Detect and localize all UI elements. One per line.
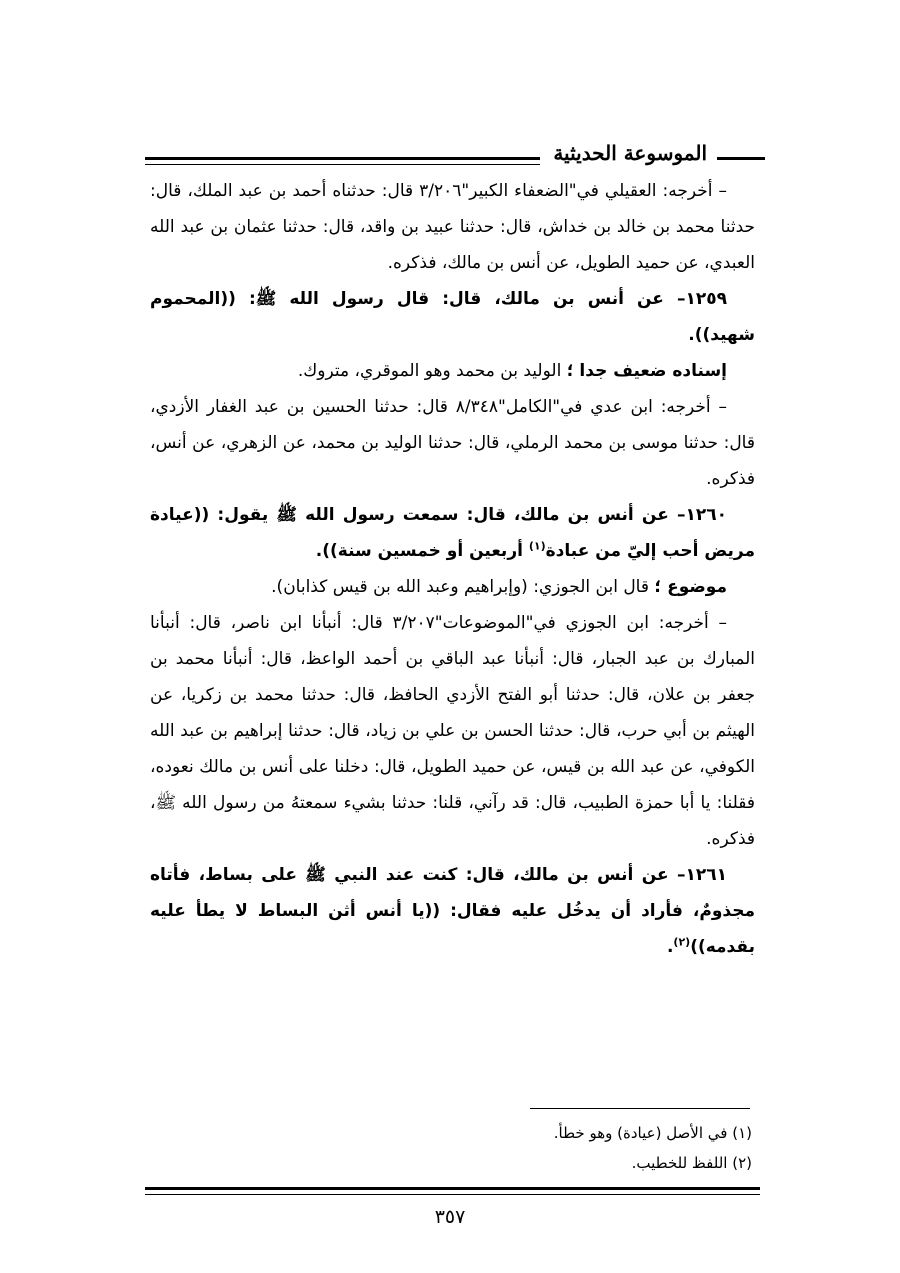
footnote-1: (١) في الأصل (عيادة) وهو خطأ. <box>553 1124 752 1142</box>
footer-rule-thick <box>145 1187 760 1190</box>
hadith-1260-text: ١٢٦٠– عن أنس بن مالك، قال: سمعت رسول الله ﷺ يقول: ((عيادة مريض أحب إليّ من عبادة <box>150 505 755 561</box>
body-text <box>150 173 755 965</box>
header-rule-thick-right <box>717 157 765 160</box>
footer-rule-thin <box>145 1194 760 1195</box>
footnote-ref-1: (١) <box>528 539 546 553</box>
header-rule-thin <box>145 164 540 165</box>
grading-text: قال ابن الجوزي: (وإبراهيم وعبد الله بن قيس كذابان). <box>271 577 655 597</box>
footnote-separator <box>530 1108 750 1109</box>
grading-text: الوليد بن محمد وهو الموقري، متروك. <box>297 361 567 381</box>
paragraph-takhrij-3: – أخرجه: ابن الجوزي في"الموضوعات"٣/٢٠٧ قال: أنبأنا ابن ناصر، قال: أنبأنا المبارك بن عبد الجبار، قال: أنبأنا عبد الباقي بن أحمد الواعظ، قال: أنبأنا محمد بن جعفر بن علان، قال: حدثنا أبو الفتح الأزدي الحافظ، قال: حدثنا محمد بن زكريا، عن الهيثم بن أبي حرب، قال: حدثنا الحسن بن علي بن زياد، قال: حدثنا إبراهيم بن عبد الله الكوفي، عن عبد الله بن قيس، عن حميد الطويل، قال: دخلنا على أنس بن مالك نعوده، فقلنا: يا أبا حمزة الطبيب، قال: قد رآني، قلنا: حدثنا بشيء سمعتهُ من رسول الله ﷺ، فذكره. <box>150 613 755 849</box>
hadith-1261 <box>150 857 755 965</box>
hadith-1261-text: ١٢٦١– عن أنس بن مالك، قال: كنت عند النبي ﷺ على بساط، فأتاه مجذومٌ، فأراد أن يدخُل عليه فقال: ((يا أنس أثن البساط لا يطأ عليه بقدمه)) <box>150 865 755 957</box>
footnotes <box>150 1118 752 1178</box>
paragraph-takhrij-2: – أخرجه: ابن عدي في"الكامل"٨/٣٤٨ قال: حدثنا الحسين بن عبد الغفار الأزدي، قال: حدثنا موسى بن محمد الرملي، قال: حدثنا الوليد بن محمد، عن الزهري، عن أنس، فذكره. <box>150 397 755 489</box>
running-header <box>145 138 765 178</box>
header-rule-thick-left <box>145 157 540 160</box>
footnote-2: (٢) اللفظ للخطيب. <box>631 1154 752 1172</box>
page-number: ٣٥٧ <box>434 1206 466 1228</box>
header-title: الموسوعة الحديثية <box>553 141 707 165</box>
grading-1260 <box>150 569 755 605</box>
grading-1259 <box>150 353 755 389</box>
footnote-ref-2: (٢) <box>673 935 691 949</box>
grading-label: موضوع ؛ <box>654 577 727 597</box>
hadith-1260 <box>150 497 755 569</box>
hadith-1261-text-end: . <box>666 937 674 957</box>
hadith-1260-text-end: أربعين أو خمسين سنة)). <box>315 541 529 561</box>
paragraph-takhrij-1: – أخرجه: العقيلي في"الضعفاء الكبير"٣/٢٠٦ قال: حدثناه أحمد بن عبد الملك، قال: حدثنا محمد بن خالد بن خداش، قال: حدثنا عبيد بن واقد، قال: حدثنا عثمان بن عبد الله العبدي، عن حميد الطويل، عن أنس بن مالك، فذكره. <box>150 181 755 273</box>
grading-label: إسناده ضعيف جدا ؛ <box>566 361 727 381</box>
hadith-1259: ١٢٥٩– عن أنس بن مالك، قال: قال رسول الله ﷺ: ((المحموم شهيد)). <box>150 289 755 345</box>
